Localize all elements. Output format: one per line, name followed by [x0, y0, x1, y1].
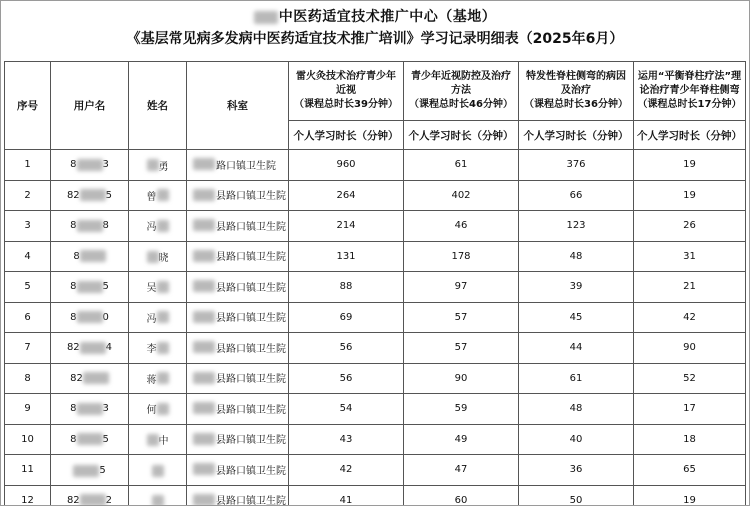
row-department: [187, 424, 289, 455]
redacted-region: [193, 250, 215, 262]
row-duration-4: 42: [634, 302, 746, 333]
row-department: [187, 394, 289, 425]
header-department: 科室: [187, 62, 289, 150]
redacted-region: [77, 281, 103, 293]
row-username: [51, 272, 129, 303]
row-duration-3: 48: [519, 394, 634, 425]
row-department: [187, 363, 289, 394]
redacted-region: [193, 463, 215, 475]
row-duration-2: 60: [404, 485, 519, 506]
redacted-region: [80, 342, 106, 354]
table-row: [5, 485, 746, 506]
redacted-region: [157, 403, 169, 415]
username-prefix: 8: [73, 250, 80, 262]
redacted-region: [193, 494, 215, 506]
row-department: [187, 272, 289, 303]
row-seq: 10: [5, 424, 51, 455]
row-duration-4: 26: [634, 211, 746, 242]
subheader-duration-3: 个人学习时长（分钟）: [519, 121, 634, 150]
department-text: 县路口镇卫生院: [216, 465, 286, 477]
row-username: [51, 363, 129, 394]
row-name: [129, 394, 187, 425]
department-text: 县路口镇卫生院: [216, 435, 286, 446]
row-duration-2: 61: [404, 150, 519, 181]
table-row: [5, 424, 746, 455]
redacted-region: [193, 372, 215, 384]
row-name: [129, 455, 187, 486]
header-username: 用户名: [51, 62, 129, 150]
redacted-region: [254, 11, 278, 24]
name-prefix: 曾: [146, 191, 157, 203]
row-duration-4: 19: [634, 150, 746, 181]
row-username: [51, 333, 129, 364]
header-seq: 序号: [5, 62, 51, 150]
username-prefix: 8: [70, 311, 77, 323]
row-duration-4: 19: [634, 180, 746, 211]
row-username: [51, 241, 129, 272]
redacted-region: [147, 159, 159, 171]
row-name: [129, 180, 187, 211]
subheader-duration-4: 个人学习时长（分钟）: [634, 121, 746, 150]
redacted-region: [193, 402, 215, 414]
redacted-region: [73, 465, 99, 477]
row-duration-3: 48: [519, 241, 634, 272]
username-prefix: 82: [66, 342, 80, 354]
row-seq: 12: [5, 485, 51, 506]
row-duration-3: 123: [519, 211, 634, 242]
row-name: [129, 424, 187, 455]
department-text: 县路口镇卫生院: [216, 374, 286, 385]
row-seq: 7: [5, 333, 51, 364]
department-text: 县路口镇卫生院: [216, 221, 286, 233]
username-suffix: 5: [105, 189, 113, 201]
row-duration-1: 41: [289, 485, 404, 506]
redacted-region: [157, 281, 169, 293]
header-course-4: 运用“平衡脊柱疗法”理论治疗青少年脊柱侧弯 （课程总时长17分钟）: [634, 62, 746, 121]
row-duration-2: 90: [404, 363, 519, 394]
header-course-3: 特发性脊柱侧弯的病因及治疗 （课程总时长36分钟）: [519, 62, 634, 121]
row-name: [129, 150, 187, 181]
row-duration-2: 178: [404, 241, 519, 272]
username-suffix: 5: [102, 281, 109, 293]
redacted-region: [193, 219, 215, 231]
redacted-region: [193, 280, 215, 292]
row-department: [187, 302, 289, 333]
row-name: [129, 272, 187, 303]
redacted-region: [80, 189, 106, 201]
row-username: [51, 180, 129, 211]
table-body: [5, 150, 746, 506]
row-duration-3: 44: [519, 333, 634, 364]
row-duration-3: 45: [519, 302, 634, 333]
row-duration-4: 90: [634, 333, 746, 364]
redacted-region: [77, 403, 103, 415]
row-duration-4: 19: [634, 485, 746, 506]
row-duration-3: 376: [519, 150, 634, 181]
username-prefix: 82: [66, 494, 80, 506]
row-seq: 4: [5, 241, 51, 272]
row-duration-2: 57: [404, 333, 519, 364]
row-duration-1: 960: [289, 150, 404, 181]
document-header: [1, 7, 749, 49]
table-row: [5, 272, 746, 303]
row-username: [51, 150, 129, 181]
learning-record-table: [4, 61, 746, 506]
row-seq: 9: [5, 394, 51, 425]
row-name: [129, 302, 187, 333]
username-suffix: 2: [105, 494, 113, 506]
row-duration-4: 52: [634, 363, 746, 394]
row-department: [187, 180, 289, 211]
row-username: [51, 394, 129, 425]
table-row: [5, 302, 746, 333]
redacted-region: [152, 465, 164, 477]
name-prefix: 李: [146, 344, 157, 356]
redacted-region: [152, 495, 164, 506]
redacted-region: [77, 433, 103, 445]
department-text: 县路口镇卫生院: [216, 282, 286, 294]
row-username: [51, 424, 129, 455]
table-row: [5, 455, 746, 486]
name-prefix: 冯: [146, 222, 157, 234]
username-suffix: 3: [102, 159, 109, 171]
username-prefix: 8: [70, 281, 77, 293]
row-duration-3: 40: [519, 424, 634, 455]
row-name: [129, 211, 187, 242]
row-duration-2: 57: [404, 302, 519, 333]
row-duration-2: 47: [404, 455, 519, 486]
username-prefix: 8: [70, 159, 77, 171]
redacted-region: [77, 311, 103, 323]
row-department: [187, 485, 289, 506]
username-prefix: 8: [70, 403, 77, 415]
row-username: [51, 211, 129, 242]
redacted-region: [147, 434, 159, 446]
row-seq: 5: [5, 272, 51, 303]
department-text: 路口镇卫生院: [216, 160, 276, 172]
redacted-region: [193, 311, 215, 323]
table-row: [5, 211, 746, 242]
subheader-duration-2: 个人学习时长（分钟）: [404, 121, 519, 150]
redacted-region: [157, 372, 169, 384]
row-duration-2: 97: [404, 272, 519, 303]
row-department: [187, 241, 289, 272]
row-name: [129, 241, 187, 272]
username-suffix: 5: [99, 465, 106, 477]
name-prefix: 吴: [146, 283, 157, 295]
redacted-region: [157, 220, 169, 232]
redacted-region: [77, 159, 103, 171]
name-prefix: 冯: [146, 313, 157, 325]
row-department: [187, 455, 289, 486]
row-duration-4: 18: [634, 424, 746, 455]
table-row: [5, 180, 746, 211]
redacted-region: [83, 372, 109, 384]
row-duration-1: 54: [289, 394, 404, 425]
username-suffix: 4: [105, 342, 113, 354]
department-text: 县路口镇卫生院: [216, 343, 286, 355]
row-name: [129, 363, 187, 394]
redacted-region: [80, 250, 106, 262]
row-duration-3: 66: [519, 180, 634, 211]
row-department: [187, 211, 289, 242]
row-duration-2: 46: [404, 211, 519, 242]
row-seq: 3: [5, 211, 51, 242]
row-duration-4: 65: [634, 455, 746, 486]
row-duration-1: 131: [289, 241, 404, 272]
redacted-region: [80, 494, 106, 506]
name-prefix: 蒋: [146, 374, 157, 386]
redacted-region: [147, 251, 159, 263]
subheader-duration-1: 个人学习时长（分钟）: [289, 121, 404, 150]
row-duration-1: 56: [289, 363, 404, 394]
redacted-region: [157, 189, 169, 201]
row-duration-3: 39: [519, 272, 634, 303]
header-name: 姓名: [129, 62, 187, 150]
row-username: [51, 302, 129, 333]
redacted-region: [193, 158, 215, 170]
row-duration-1: 88: [289, 272, 404, 303]
table-row: [5, 241, 746, 272]
department-text: 县路口镇卫生院: [216, 496, 286, 506]
username-prefix: 82: [66, 189, 80, 201]
row-department: [187, 333, 289, 364]
title-line-2: 《基层常见病多发病中医药适宜技术推广培训》学习记录明细表（2025年6月）: [126, 31, 624, 47]
row-duration-4: 21: [634, 272, 746, 303]
row-duration-4: 31: [634, 241, 746, 272]
row-duration-4: 17: [634, 394, 746, 425]
redacted-region: [193, 433, 215, 445]
department-text: 县路口镇卫生院: [216, 404, 286, 416]
username-suffix: 3: [102, 403, 109, 415]
username-suffix: 5: [102, 433, 109, 445]
row-name: [129, 333, 187, 364]
header-course-2: 青少年近视防控及治疗方法 （课程总时长46分钟）: [404, 62, 519, 121]
username-suffix: 8: [102, 220, 109, 232]
department-text: 县路口镇卫生院: [216, 252, 286, 263]
redacted-region: [157, 311, 169, 323]
table-row: [5, 394, 746, 425]
row-seq: 2: [5, 180, 51, 211]
table-row: [5, 333, 746, 364]
redacted-region: [77, 220, 103, 232]
redacted-region: [193, 189, 215, 201]
header-course-1: 雷火灸技术治疗青少年近视 （课程总时长39分钟）: [289, 62, 404, 121]
title-line-1: 中医药适宜技术推广中心（基地）: [1, 7, 749, 27]
row-duration-1: 56: [289, 333, 404, 364]
row-duration-1: 42: [289, 455, 404, 486]
row-username: [51, 455, 129, 486]
row-duration-1: 69: [289, 302, 404, 333]
row-duration-3: 61: [519, 363, 634, 394]
username-prefix: 8: [70, 433, 77, 445]
name-prefix: 何: [146, 405, 157, 417]
name-suffix: 中: [158, 436, 169, 447]
row-duration-1: 264: [289, 180, 404, 211]
row-duration-1: 214: [289, 211, 404, 242]
username-prefix: 8: [70, 220, 77, 232]
username-prefix: 82: [70, 372, 83, 384]
table-row: [5, 363, 746, 394]
redacted-region: [157, 342, 169, 354]
row-duration-2: 49: [404, 424, 519, 455]
name-suffix: 晓: [158, 253, 169, 264]
row-seq: 8: [5, 363, 51, 394]
row-seq: 11: [5, 455, 51, 486]
department-text: 县路口镇卫生院: [216, 191, 286, 202]
row-seq: 6: [5, 302, 51, 333]
row-seq: 1: [5, 150, 51, 181]
row-department: [187, 150, 289, 181]
table-row: [5, 150, 746, 181]
row-duration-2: 59: [404, 394, 519, 425]
row-username: [51, 485, 129, 506]
name-suffix: 勇: [158, 161, 169, 173]
row-duration-3: 36: [519, 455, 634, 486]
row-duration-2: 402: [404, 180, 519, 211]
username-suffix: 0: [102, 311, 109, 323]
redacted-region: [193, 341, 215, 353]
row-duration-3: 50: [519, 485, 634, 506]
department-text: 县路口镇卫生院: [216, 313, 286, 324]
row-duration-1: 43: [289, 424, 404, 455]
row-name: [129, 485, 187, 506]
